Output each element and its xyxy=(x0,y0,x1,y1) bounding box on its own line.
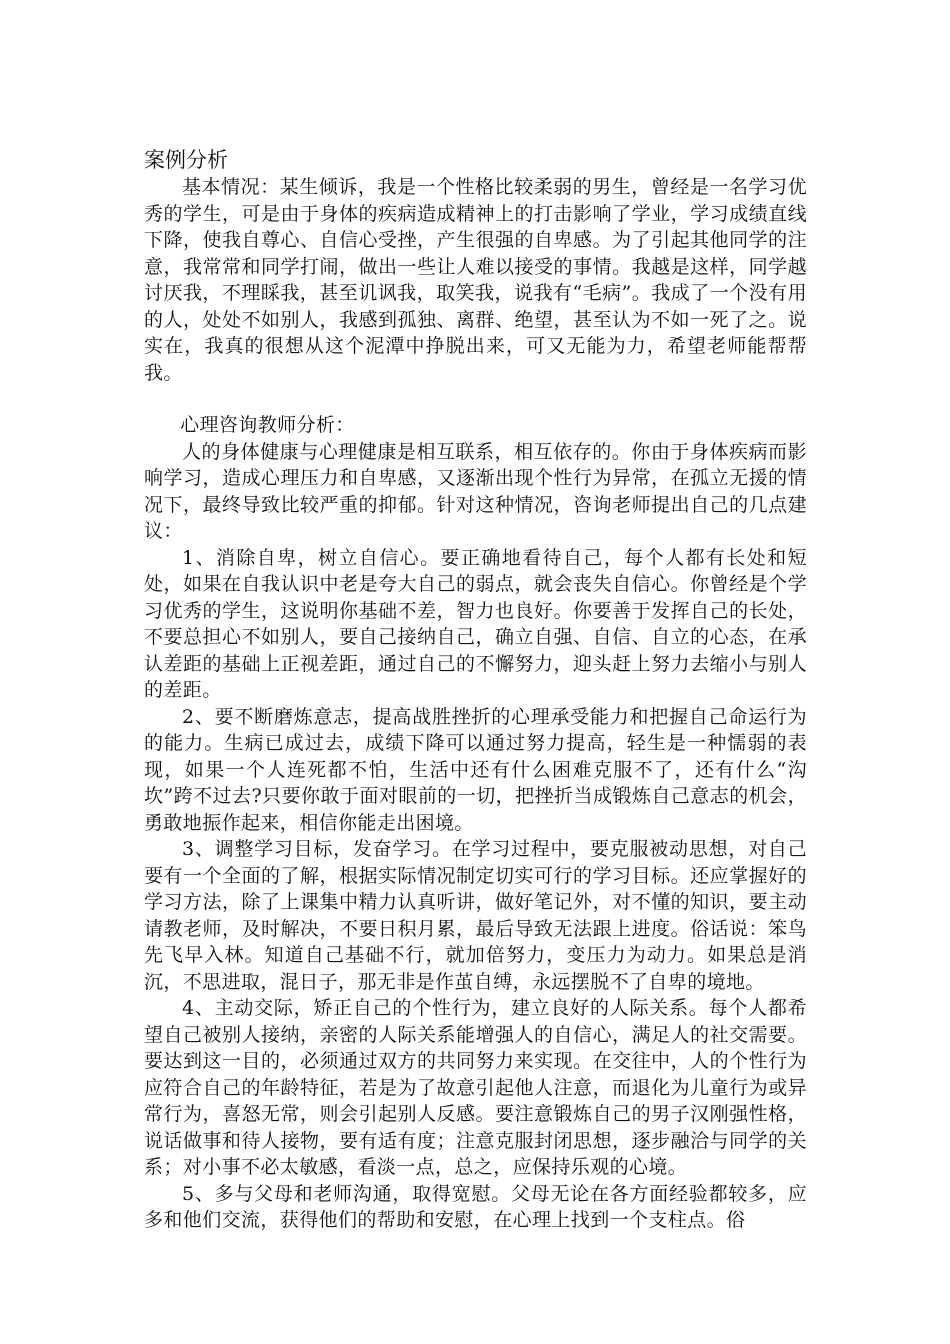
suggestion-3: 3、调整学习目标，发奋学习。在学习过程中，要克服被动思想，对自己要有一个全面的了解，根据实际情况制定切实可行的学习目标。还应掌握好的学习方法，除了上课集中精力认真听讲，做好笔记外，对不懂的知识，要主动请教老师，及时解决，不要日积月累，最后导致无法跟上进度。俗话说：笨鸟先飞早入林。知道自己基础不行，就加倍努力，变压力为动力。如果总是消沉，不思进取，混日子，那无非是作茧自缚，永远摆脱不了自卑的境地。 xyxy=(144,838,807,993)
suggestion-4: 4、主动交际，矫正自己的个性行为，建立良好的人际关系。每个人都希望自己被别人接纳，亲密的人际关系能增强人的自信心，满足人的社交需要。要达到这一目的，必须通过双方的共同努力来实现。在交往中，人的个性行为应符合自己的年龄特征，若是为了故意引起他人注意，而退化为儿童行为或异常行为，喜怒无常，则会引起别人反感。要注意锻炼自己的男子汉刚强性格，说话做事和待人接物，要有适有度；注意克服封闭思想，逐步融洽与同学的关系；对小事不必太敏感，看淡一点，总之，应保持乐观的心境。 xyxy=(144,997,807,1178)
suggestion-5: 5、多与父母和老师沟通，取得宽慰。父母无论在各方面经验都较多，应多和他们交流，获得他们的帮助和安慰，在心理上找到一个支柱点。俗 xyxy=(144,1182,807,1231)
document-page xyxy=(144,146,807,1234)
paragraph-gap xyxy=(144,386,807,412)
suggestion-2: 2、要不断磨炼意志，提高战胜挫折的心理承受能力和把握自己命运行为的能力。生病已成过去，成绩下降可以通过努力提高，轻生是一种懦弱的表现，如果一个人连死都不怕，生活中还有什么困难克服不了，还有什么“沟坎”跨不过去?只要你敢于面对眼前的一切，把挫折当成锻炼自己意志的机会，勇敢地振作起来，相信你能走出困境。 xyxy=(144,705,807,834)
basic-situation-paragraph: 基本情况：某生倾诉，我是一个性格比较柔弱的男生，曾经是一名学习优秀的学生，可是由于身体的疾病造成精神上的打击影响了学业，学习成绩直线下降，使我自尊心、自信心受挫，产生很强的自卑感。为了引起其他同学的注意，我常常和同学打闹，做出一些让人难以接受的事情。我越是这样，同学越讨厌我，不理睬我，甚至讥讽我，取笑我，说我有“毛病”。我成了一个没有用的人，处处不如别人，我感到孤独、离群、绝望，甚至认为不如一死了之。说实在，我真的很想从这个泥潭中挣脱出来，可又无能为力，希望老师能帮帮我。 xyxy=(144,176,807,384)
analysis-intro-paragraph: 人的身体健康与心理健康是相互联系，相互依存的。你由于身体疾病而影响学习，造成心理压力和自卑感，又逐渐出现个性行为异常，在孤立无援的情况下，最终导致比较严重的抑郁。针对这种情况，咨询老师提出自己的几点建议： xyxy=(144,440,807,542)
document-title: 案例分析 xyxy=(144,148,228,172)
analysis-heading: 心理咨询教师分析： xyxy=(180,414,355,436)
suggestion-1: 1、消除自卑，树立自信心。要正确地看待自己，每个人都有长处和短处，如果在自我认识中老是夸大自己的弱点，就会丧失自信心。你曾经是个学习优秀的学生，这说明你基础不差，智力也良好。你要善于发挥自己的长处，不要总担心不如别人，要自己接纳自己，确立自强、自信、自立的心态，在承认差距的基础上正视差距，通过自己的不懈努力，迎头赶上努力去缩小与别人的差距。 xyxy=(144,546,807,701)
